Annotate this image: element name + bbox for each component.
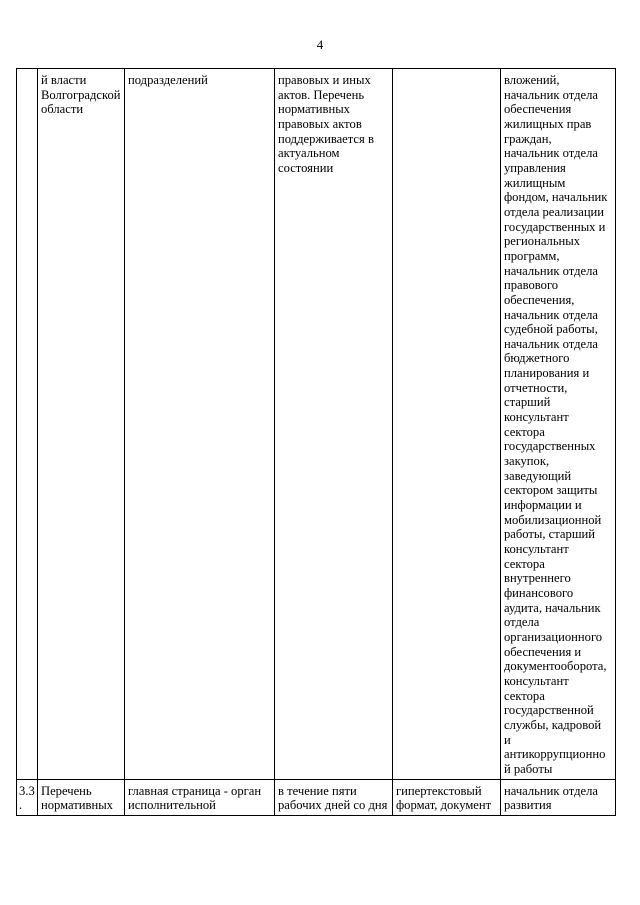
cell-text-line: начальник отдела [504,87,598,102]
cell-text-line: информации и [504,498,582,513]
cell-text-line: поддерживается в [278,131,374,146]
cell-text-line: антикоррупционно [504,747,606,762]
cell-period [275,779,393,815]
cell-text-line: й власти [41,73,87,87]
cell-text-line: аудита, начальник [504,600,601,615]
cell-text-line: актов. Перечень [278,87,365,102]
cell-text-line: мобилизационной [504,512,602,527]
cell-text-line: фондом, начальник [504,190,608,205]
cell-format [393,69,501,780]
cell-text-line: государственных [504,439,596,454]
cell-text-line: начальник отдела [504,263,598,278]
cell-text-line: консультант [504,673,569,688]
cell-text-line: внутреннего [504,571,571,586]
cell-text-line: обеспечения [504,102,572,117]
cell-text-line: вложений, [504,73,560,87]
cell-text-line: документооборота, [504,659,607,674]
cell-location [125,69,275,780]
cell-name [38,69,125,780]
cell-text-line: заведующий [504,468,572,483]
cell-text-line: начальник отдела [504,146,598,161]
table-row [17,779,616,815]
cell-text-line: начальник отдела [504,783,598,798]
cell-text-line: судебной работы, [504,322,598,337]
cell-text-line: развития [504,798,552,813]
cell-text-line: отдела [504,615,540,630]
cell-text-line: службы, кадровой [504,717,602,732]
cell-text-line: обеспечения, [504,292,575,307]
cell-text-line: жилищных прав [504,116,592,131]
cell-responsible [501,69,616,780]
cell-text-line: правовых актов [278,116,362,131]
cell-period [275,69,393,780]
cell-text-line: консультант [504,542,569,556]
cell-text-line: правовых и иных [278,73,371,87]
cell-text-line: старший [504,395,551,410]
cell-text-line: подразделений [128,73,208,87]
cell-name [38,779,125,815]
cell-number [17,779,38,815]
table-row [17,69,616,780]
cell-text-line: граждан, [504,131,552,146]
cell-text-line: финансового [504,585,574,600]
cell-text-line: исполнительной [128,798,216,813]
cell-text-line: главная страница - орган [128,783,262,798]
cell-location [125,779,275,815]
cell-text-line: . [19,798,23,813]
cell-text-line: состоянии [278,160,334,175]
cell-text-line: планирования и [504,366,590,381]
cell-text-line: обеспечения и [504,644,582,659]
cell-text-line: гипертекстовый [396,783,482,798]
cell-text-line: управления [504,160,566,175]
cell-text-line: актуальном [278,146,340,161]
cell-text-line: правового [504,278,559,293]
cell-text-line: нормативных [41,798,113,813]
cell-text-line: сектором защиты [504,483,598,498]
cell-text-line: организационного [504,629,603,644]
cell-text-line: программ, [504,248,560,263]
cell-text-line: работы, старший [504,527,595,542]
cell-text-line: бюджетного [504,351,570,366]
cell-text-line: начальник отдела [504,307,598,322]
cell-text-line: отчетности, [504,380,568,395]
document-table [16,68,616,816]
cell-text-line: государственной [504,703,594,718]
cell-text-line: сектора [504,424,545,439]
cell-format [393,779,501,815]
cell-text-line: нормативных [278,102,350,117]
cell-text-line: отдела реализации [504,204,605,219]
cell-text-line: Перечень [41,783,92,798]
cell-number [17,69,38,780]
cell-responsible [501,779,616,815]
cell-text-line: сектора [504,556,545,571]
cell-text-line: области [41,102,84,117]
cell-text-line: государственных и [504,219,606,234]
cell-text-line: консультант [504,410,569,425]
cell-text-line: и [504,732,511,747]
cell-text-line: региональных [504,234,581,249]
cell-text-line: жилищным [504,175,566,190]
cell-text-line: рабочих дней со дня [278,798,388,813]
cell-text-line: Волгоградской [41,87,121,102]
cell-text-line: начальник отдела [504,336,598,351]
table-body [17,69,616,816]
cell-text-line: формат, документ [396,798,492,813]
cell-text-line: 3.3 [19,783,35,798]
cell-text-line: закупок, [504,454,550,469]
page-number: 4 [316,37,324,52]
cell-text-line: й работы [504,761,553,776]
cell-text-line: в течение пяти [278,783,357,798]
cell-text-line: сектора [504,688,545,703]
